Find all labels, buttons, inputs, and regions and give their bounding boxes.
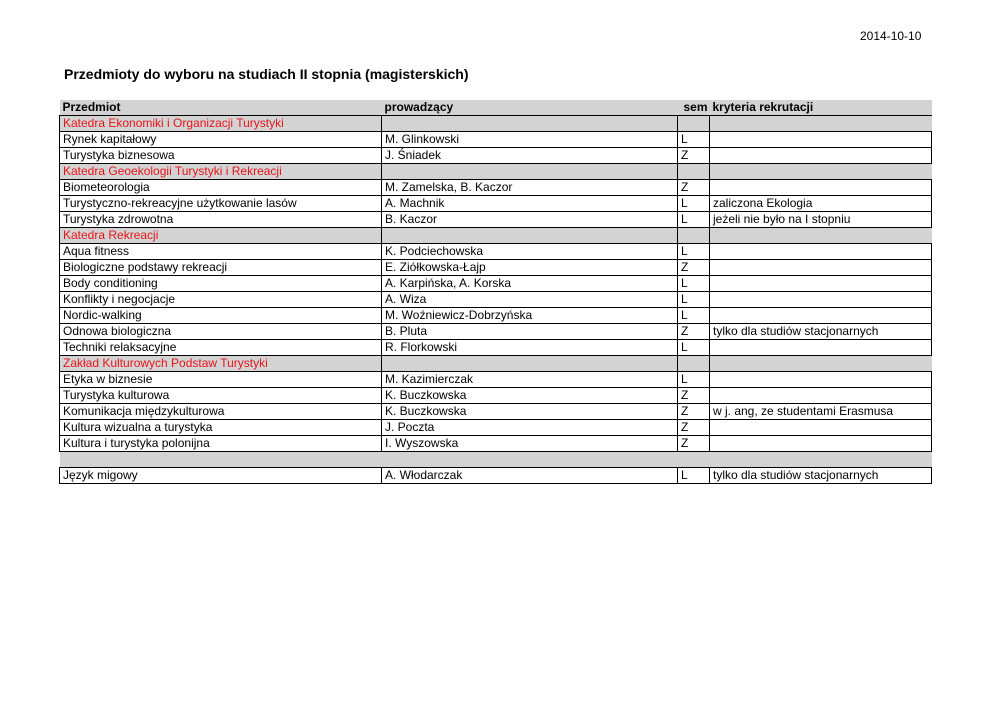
header-semester: sem — [678, 100, 710, 116]
criteria-cell — [710, 132, 932, 148]
table-row — [60, 308, 932, 324]
header-criteria: kryteria rekrutacji — [710, 100, 932, 116]
semester-cell: L — [678, 340, 710, 356]
semester-cell: Z — [678, 420, 710, 436]
semester-cell: L — [678, 292, 710, 308]
table-row — [60, 468, 932, 484]
page-title: Przedmioty do wyboru na studiach II stopnia (magisterskich) — [64, 66, 469, 82]
teacher-cell: B. Kaczor — [382, 212, 678, 228]
table-row — [60, 260, 932, 276]
criteria-cell: jeżeli nie było na I stopniu — [710, 212, 932, 228]
subject-cell: Techniki relaksacyjne — [60, 340, 382, 356]
table-row — [60, 404, 932, 420]
semester-cell: L — [678, 244, 710, 260]
subject-cell: Aqua fitness — [60, 244, 382, 260]
semester-cell: Z — [678, 324, 710, 340]
department-header-row — [60, 164, 932, 180]
table-row — [60, 244, 932, 260]
department-name: Katedra Geoekologii Turystyki i Rekreacji — [60, 164, 382, 180]
semester-cell: Z — [678, 436, 710, 452]
header-subject: Przedmiot — [60, 100, 382, 116]
subject-cell: Nordic-walking — [60, 308, 382, 324]
semester-cell: Z — [678, 404, 710, 420]
criteria-cell: w j. ang, ze studentami Erasmusa — [710, 404, 932, 420]
department-header-row — [60, 228, 932, 244]
teacher-cell: A. Karpińska, A. Korska — [382, 276, 678, 292]
criteria-cell — [710, 276, 932, 292]
criteria-cell — [710, 372, 932, 388]
teacher-cell: J. Poczta — [382, 420, 678, 436]
teacher-cell: K. Podciechowska — [382, 244, 678, 260]
spacer-row — [60, 452, 932, 468]
subject-cell: Komunikacja międzykulturowa — [60, 404, 382, 420]
teacher-cell: I. Wyszowska — [382, 436, 678, 452]
table-row — [60, 292, 932, 308]
subject-cell: Turystyczno-rekreacyjne użytkowanie lasów — [60, 196, 382, 212]
teacher-cell: M. Woźniewicz-Dobrzyńska — [382, 308, 678, 324]
criteria-cell — [710, 180, 932, 196]
table-row — [60, 388, 932, 404]
department-name: Zakład Kulturowych Podstaw Turystyki — [60, 356, 382, 372]
table-row — [60, 132, 932, 148]
header-teacher: prowadzący — [382, 100, 678, 116]
semester-cell: L — [678, 212, 710, 228]
semester-cell: L — [678, 308, 710, 324]
semester-cell: L — [678, 276, 710, 292]
semester-cell: L — [678, 372, 710, 388]
teacher-cell: K. Buczkowska — [382, 388, 678, 404]
criteria-cell — [710, 260, 932, 276]
teacher-cell: A. Wiza — [382, 292, 678, 308]
table-header — [60, 100, 932, 116]
department-header-row — [60, 356, 932, 372]
semester-cell: L — [678, 196, 710, 212]
teacher-cell: A. Włodarczak — [382, 468, 678, 484]
semester-cell: Z — [678, 180, 710, 196]
teacher-cell: E. Ziółkowska-Łajp — [382, 260, 678, 276]
subject-cell: Etyka w biznesie — [60, 372, 382, 388]
table-row — [60, 276, 932, 292]
criteria-cell — [710, 388, 932, 404]
table-row — [60, 180, 932, 196]
subject-cell: Biologiczne podstawy rekreacji — [60, 260, 382, 276]
semester-cell: L — [678, 468, 710, 484]
semester-cell: Z — [678, 260, 710, 276]
table-row — [60, 436, 932, 452]
subject-cell: Body conditioning — [60, 276, 382, 292]
document-date: 2014-10-10 — [860, 29, 922, 43]
criteria-cell — [710, 308, 932, 324]
subject-cell: Turystyka kulturowa — [60, 388, 382, 404]
courses-table — [59, 100, 932, 484]
criteria-cell — [710, 244, 932, 260]
criteria-cell: tylko dla studiów stacjonarnych — [710, 324, 932, 340]
department-header-row — [60, 116, 932, 132]
teacher-cell: M. Kazimierczak — [382, 372, 678, 388]
subject-cell: Rynek kapitałowy — [60, 132, 382, 148]
table-row — [60, 212, 932, 228]
criteria-cell — [710, 292, 932, 308]
table-row — [60, 372, 932, 388]
subject-cell: Konflikty i negocjacje — [60, 292, 382, 308]
table-row — [60, 420, 932, 436]
subject-cell: Turystyka biznesowa — [60, 148, 382, 164]
semester-cell: Z — [678, 388, 710, 404]
semester-cell: L — [678, 132, 710, 148]
subject-cell: Turystyka zdrowotna — [60, 212, 382, 228]
criteria-cell — [710, 148, 932, 164]
criteria-cell — [710, 340, 932, 356]
department-name: Katedra Ekonomiki i Organizacji Turystyki — [60, 116, 382, 132]
teacher-cell: M. Glinkowski — [382, 132, 678, 148]
department-name: Katedra Rekreacji — [60, 228, 382, 244]
subject-cell: Język migowy — [60, 468, 382, 484]
teacher-cell: R. Florkowski — [382, 340, 678, 356]
table-row — [60, 196, 932, 212]
subject-cell: Kultura wizualna a turystyka — [60, 420, 382, 436]
teacher-cell: J. Śniadek — [382, 148, 678, 164]
criteria-cell: zaliczona Ekologia — [710, 196, 932, 212]
semester-cell: Z — [678, 148, 710, 164]
subject-cell: Kultura i turystyka polonijna — [60, 436, 382, 452]
teacher-cell: A. Machnik — [382, 196, 678, 212]
subject-cell: Biometeorologia — [60, 180, 382, 196]
teacher-cell: M. Zamelska, B. Kaczor — [382, 180, 678, 196]
subject-cell: Odnowa biologiczna — [60, 324, 382, 340]
table-row — [60, 340, 932, 356]
table-row — [60, 148, 932, 164]
table-row — [60, 324, 932, 340]
teacher-cell: B. Pluta — [382, 324, 678, 340]
criteria-cell: tylko dla studiów stacjonarnych — [710, 468, 932, 484]
criteria-cell — [710, 436, 932, 452]
criteria-cell — [710, 420, 932, 436]
teacher-cell: K. Buczkowska — [382, 404, 678, 420]
